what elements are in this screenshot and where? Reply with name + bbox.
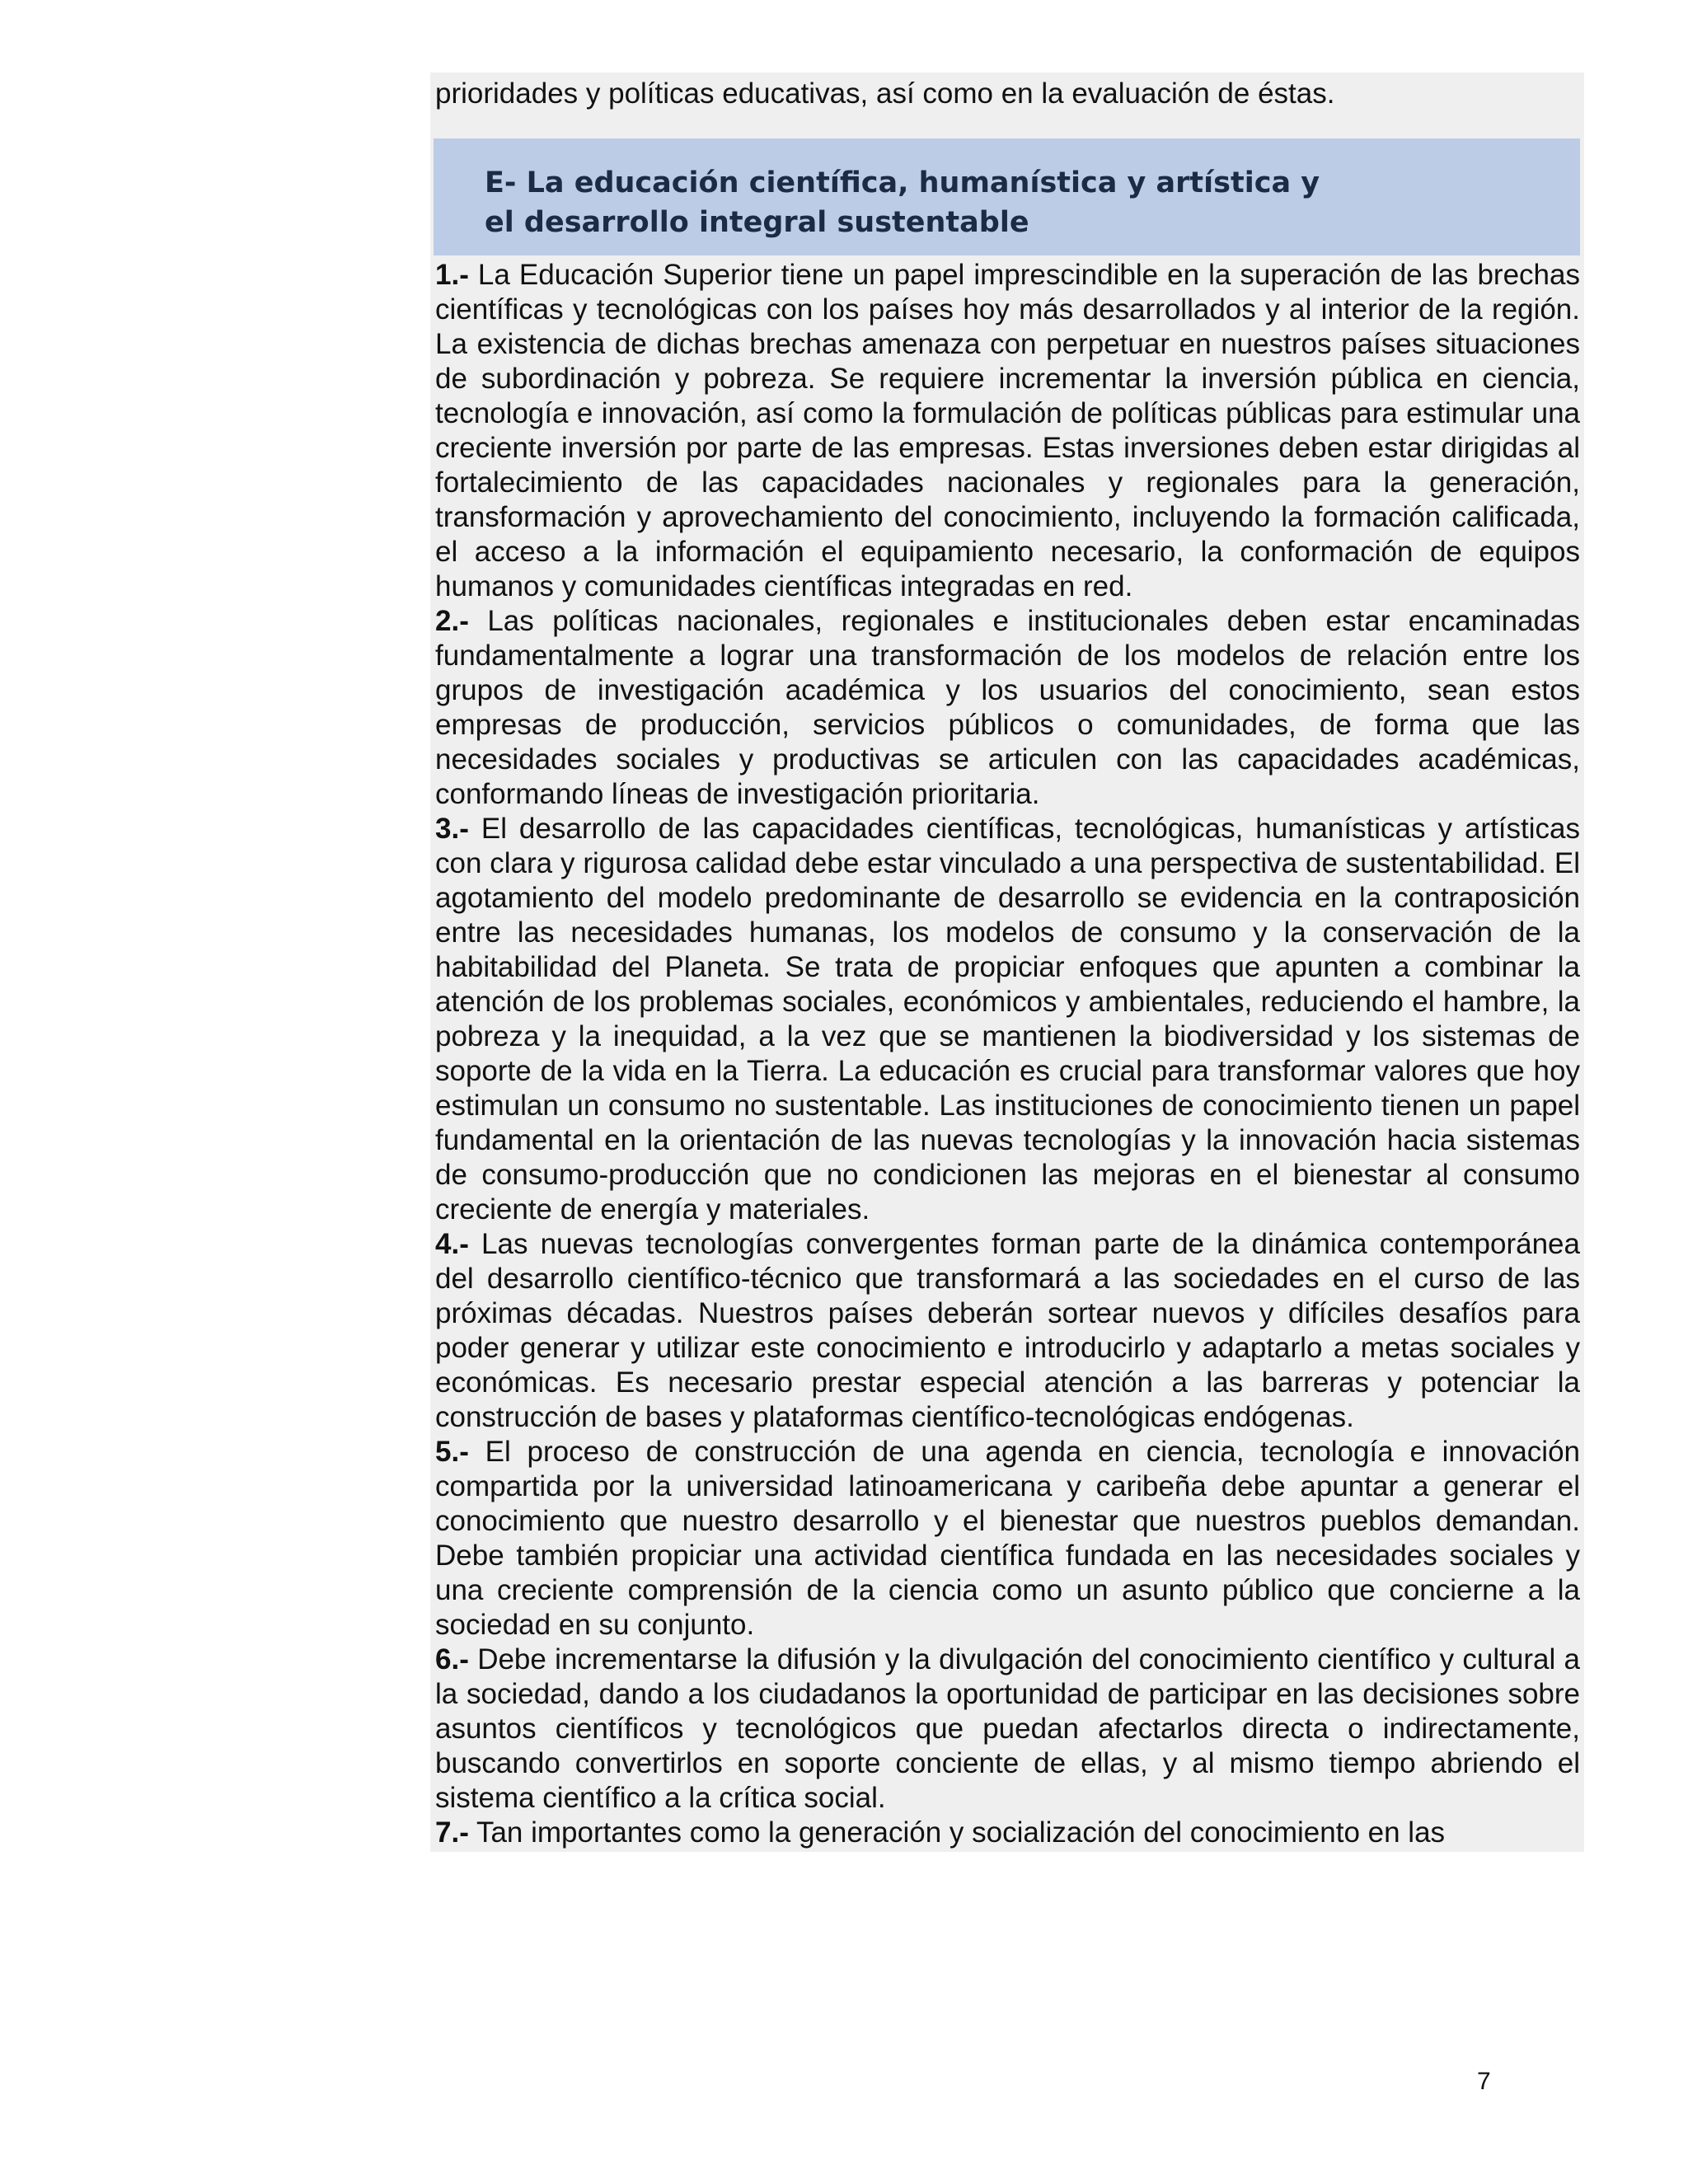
list-item-7 <box>435 1816 1580 1850</box>
list-item-5 <box>435 1435 1580 1643</box>
numbered-items <box>430 255 1584 1852</box>
list-item-3 <box>435 812 1580 1227</box>
item-text: Las políticas nacionales, regionales e institucionales deben estar encaminadas fundamentalmente a lograr una transformación de los modelos de relación entre los grupos de investigación académica y los usuarios del conocimiento, sean estos empresas de producción, servicios públicos o comunidades, de forma que las necesidades sociales y productivas se articulen con las capacidades académicas, conformando líneas de investigación prioritaria. <box>435 605 1580 810</box>
page-number: 7 <box>1477 2068 1491 2095</box>
item-text: La Educación Superior tiene un papel imprescindible en la superación de las brechas científicas y tecnológicas con los países hoy más desarrollados y al interior de la región. La existencia de dichas brechas amenaza con perpetuar en nuestros países situaciones de subordinación y pobreza. Se requiere incrementar la inversión pública en ciencia, tecnología e innovación, así como la formulación de políticas públicas para estimular una creciente inversión por parte de las empresas. Estas inversiones deben estar dirigidas al fortalecimiento de las capacidades nacionales y regionales para la generación, transformación y aprovechamiento del conocimiento, incluyendo la formación calificada, el acceso a la información el equipamiento necesario, la conformación de equipos humanos y comunidades científicas integradas en red. <box>435 259 1580 602</box>
item-number: 4.- <box>435 1228 469 1260</box>
item-number: 3.- <box>435 813 469 845</box>
item-text: Las nuevas tecnologías convergentes forman parte de la dinámica contemporánea del desarrollo científico-técnico que transformará a las sociedades en el curso de las próximas décadas. Nuestros países deberán sortear nuevos y difíciles desafíos para poder generar y utilizar este conocimiento e introducirlo y adaptarlo a metas sociales y económicas. Es necesario prestar especial atención a las barreras y potenciar la construcción de bases y plataformas científico-tecnológicas endógenas. <box>435 1228 1580 1433</box>
item-number: 5.- <box>435 1436 469 1468</box>
section-heading-line1: E- La educación científica, humanística y artística y <box>485 166 1320 199</box>
item-number: 2.- <box>435 605 469 637</box>
item-text: Tan importantes como la generación y socialización del conocimiento en las <box>476 1816 1446 1849</box>
item-number: 7.- <box>435 1816 469 1849</box>
list-item-4 <box>435 1227 1580 1435</box>
item-number: 6.- <box>435 1643 469 1675</box>
intro-paragraph: prioridades y políticas educativas, así como en la evaluación de éstas. <box>435 77 1335 110</box>
list-item-1 <box>435 258 1580 604</box>
item-text: El proceso de construcción de una agenda en ciencia, tecnología e innovación compartida por la universidad latinoamericana y caribeña debe apuntar a generar el conocimiento que nuestro desarrollo y el bienestar que nuestros pueblos demandan. Debe también propiciar una actividad científica fundada en las necesidades sociales y una creciente comprensión de la ciencia como un asunto público que concierne a la sociedad en su conjunto. <box>435 1436 1581 1641</box>
list-item-6 <box>435 1643 1580 1816</box>
document-text-column <box>430 73 1584 1852</box>
item-number: 1.- <box>435 259 469 291</box>
section-heading-box <box>434 138 1580 255</box>
list-item-2 <box>435 604 1580 812</box>
item-text: El desarrollo de las capacidades científicas, tecnológicas, humanísticas y artísticas con clara y rigurosa calidad debe estar vinculado a una perspectiva de sustentabilidad. El agotamiento del modelo predominante de desarrollo se evidencia en la contraposición entre las necesidades humanas, los modelos de consumo y la conservación de la habitabilidad del Planeta. Se trata de propiciar enfoques que apunten a combinar la atención de los problemas sociales, económicos y ambientales, reduciendo el hambre, la pobreza y la inequidad, a la vez que se mantienen la biodiversidad y los sistemas de soporte de la vida en la Tierra. La educación es crucial para transformar valores que hoy estimulan un consumo no sustentable. Las instituciones de conocimiento tienen un papel fundamental en la orientación de las nuevas tecnologías y la innovación hacia sistemas de consumo-producción que no condicionen las mejoras en el bienestar al consumo creciente de energía y materiales. <box>435 813 1580 1226</box>
section-heading <box>485 163 1391 242</box>
item-text: Debe incrementarse la difusión y la divulgación del conocimiento científico y cultural a la sociedad, dando a los ciudadanos la oportunidad de participar en las decisiones sobre asuntos científicos y tecnológicos que puedan afectarlos directa o indirectamente, buscando convertirlos en soporte conciente de ellas, y al mismo tiempo abriendo el sistema científico a la crítica social. <box>435 1643 1580 1814</box>
section-heading-line2: el desarrollo integral sustentable <box>485 206 1029 239</box>
